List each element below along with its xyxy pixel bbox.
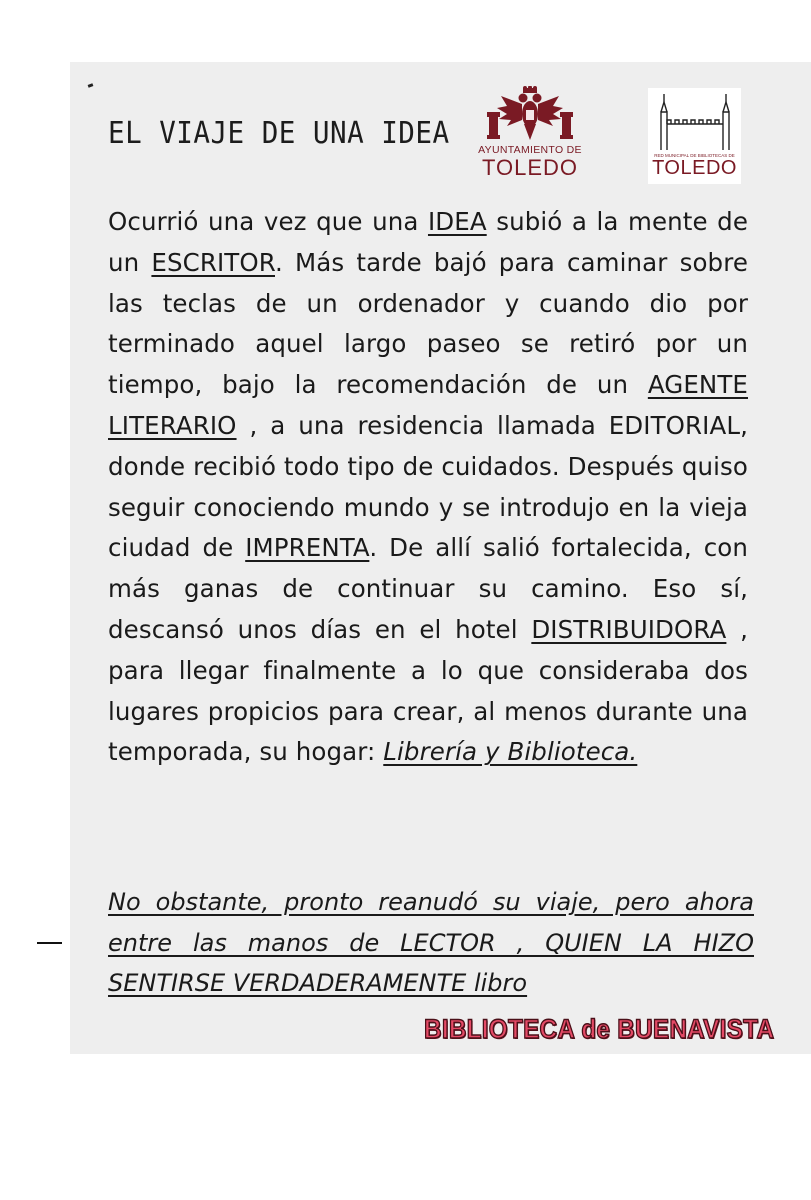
story-text-3: . Más tarde bajó para caminar sobre las teclas de un ordenador y cuando dio por terminado aquel largo paseo se retiró por un tiempo, bajo la recomendación de un: [108, 247, 749, 400]
ayuntamiento-city: TOLEDO: [481, 155, 579, 180]
story-paragraph: [108, 202, 748, 773]
eagle-crest-icon: [487, 86, 573, 142]
library-stamp: BIBLIOTECA de BUENAVISTA: [424, 1014, 775, 1044]
story-text-5: . De allí salió fortalecida, con más ganas de continuar su camino. Eso sí, descansó unos días en el hotel: [108, 533, 748, 644]
story-keyword-idea: IDEA: [427, 207, 487, 236]
red-bibliotecas-city: TOLEDO: [652, 157, 737, 179]
ayuntamiento-label: AYUNTAMIENTO DE: [478, 144, 582, 156]
red-bibliotecas-logo: [648, 88, 741, 184]
story-text-2: subió a la mente de un: [108, 207, 748, 277]
closing-paragraph: No obstante, pronto reanudó su viaje, pero ahora entre las manos de LECTOR , QUIEN LA HIZO SENTIRSE VERDADERAMENTE libro: [108, 888, 754, 997]
ayuntamiento-logo: [470, 86, 590, 190]
story-keyword-escritor: ESCRITOR: [151, 247, 275, 277]
story-text-6: , para llegar finalmente a lo que consideraba dos lugares propicios para crear, al menos durante una temporada, su hogar:: [108, 614, 748, 767]
story-keyword-libreria: Librería y Biblioteca.: [383, 737, 638, 767]
story-keyword-imprenta: IMPRENTA: [245, 533, 370, 563]
alcazar-icon: [653, 90, 737, 152]
story-keyword-agente: AGENTE LITERARIO: [108, 370, 748, 440]
story-text-4: , a una residencia llamada EDITORIAL, donde recibió todo tipo de cuidados. Después quiso seguir conociendo mundo y se introdujo en la vieja ciudad de: [108, 410, 748, 563]
document-title: EL VIAJE DE UNA IDEA: [108, 116, 450, 151]
red-bibliotecas-label: RED MUNICIPAL DE BIBLIOTECAS DE: [654, 153, 735, 158]
margin-mark: [37, 942, 62, 944]
story-text-1: Ocurrió una vez que una: [108, 207, 428, 236]
story-keyword-distribuidora: DISTRIBUIDORA: [531, 614, 727, 644]
